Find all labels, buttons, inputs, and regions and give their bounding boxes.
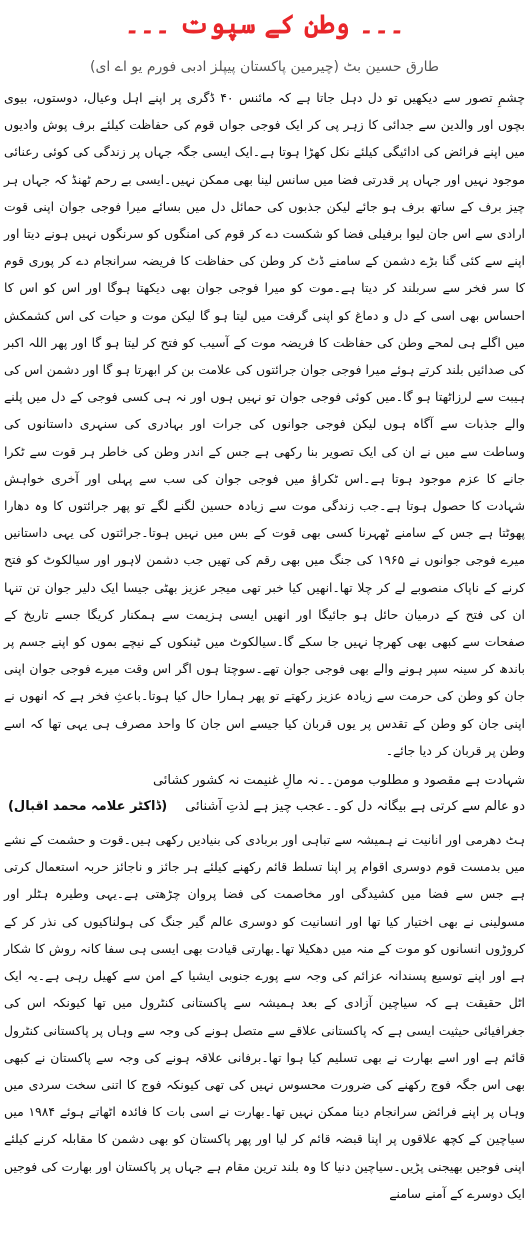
poetry-verse-block <box>4 768 525 820</box>
poetry-verse-2-row <box>4 794 525 820</box>
poetry-attribution: (ڈاکٹر علامہ محمد اقبال) <box>7 799 168 815</box>
article-paragraph-2: ہٹ دھرمی اور انانیت نے ہمیشہ سے تباہی اور بربادی کی بنیادیں رکھی ہیں۔قوت و حشمت کے نشے میں بدمست قوم دوسری اقوام پر اپنا تسلط قائم رکھنے کیلئے ہر جائز و ناجائز حربہ استعمال کرتی ہے جس سے فضا میں کشیدگی اور مخاصمت کی فضا پروان چڑھتی ہے۔یہی وطیرہ ہٹلر اور مسولینی نے بھی اختیار کیا تھا اور انسانیت کو دوسری عالم گیر جنگ کی ہولناکیوں کی نذر کر کے کروڑوں انسانوں کو موت کے منہ میں دھکیلا تھا۔بھارتی قیادت بھی ایسی ہی سفا کانہ روش کا شکار ہے اور اپنے توسیع پسندانہ عزائم کی وجہ سے پورے جنوبی ایشیا کے امن سے کھیل رہی ہے۔یہ ایک اٹل حقیقت ہے کہ سیاچین آزادی کے بعد ہمیشہ سے پاکستانی کنٹرول میں تھا کیونکہ اس کی جغرافیائی حیثیت ایسی ہے کہ پاکستانی علاقے سے متصل ہونے کی وجہ سے وہاں پر پاکستانی کنٹرول قائم ہے اور اسے بھارت نے بھی تسلیم کیا ہوا تھا۔برفانی علاقہ ہونے کی وجہ سے پاکستان نے کبھی بھی اس جگہ فوج رکھنے کی ضرورت محسوس نہیں کی تھی کیونکہ فوج کا اتنی سخت سردی میں وہاں پر اپنے فرائض سرانجام دینا ممکن نہیں تھا۔بھارت نے اسی بات کا فائدہ اٹھاتے ہوئے ۱۹۸۴ میں سیاچین کے کچھ علاقوں پر اپنا قبضہ قائم کر لیا اور پھر پاکستان کو بھی دشمن کا مقابلہ کرنے کیلئے اپنی فوجیں بھیجنی پڑیں۔سیاچین دنیا کا وہ بلند ترین مقام ہے جہاں پر پاکستان اور بھارت کی فوجیں ایک دوسرے کے آمنے سامنے <box>4 832 526 1201</box>
article-paragraph-1: چشمِ تصور سے دیکھیں تو دل دہل جاتا ہے کہ مائنس ۴۰ ڈگری پر اپنے اہل وعیال، دوستوں، بیوی بچوں اور والدین سے جدائی کا زہر پی کر ایک فوجی جواں قوم کی حفاظت کیلئے برف پوش وادیوں میں اپنے فرائض کی ادائیگی کیلئے نکل کھڑا ہوتا ہے۔ایک ایسی جگہ جہاں پر زندگی کی کوئی رعنائی موجود نہیں اور جہاں پر قدرتی فضا میں سانس لینا بھی ممکن نہیں۔ایسی بے رحم ٹھنڈ کہ جہاں ہر چیز برف کے ساتھ برف ہو جائے لیکن جذبوں کی حمائل دل میں بسائے میرا فوجی جوان اپنی قوت ارادی سے اس جان لیوا برفیلی فضا کو شکست دے کر قوم کی امنگوں کو سرنگوں نہیں ہونے دیتا اور اپنے سے کئی گنا بڑے دشمن کے سامنے ڈٹ کر وطن کی حفاظت کا فریضہ سرانجام دے کر پوری قوم کا سر فخر سے سربلند کر دیتا ہے۔موت کو میرا فوجی جوان بھی دیکھتا ہوگا اور اس کو اس کا احساس بھی اسی کے دل و دماغ کو اپنی گرفت میں لیتا ہو گا لیکن موت و حیات کی اس کشمکش میں اگلے ہی لمحے وطن کی حفاظت کا فریضہ موت کے آسیب کو فتح کر لیتا ہو گا اور پھر اللہ اکبر کی صدائیں بلند کرتے ہوئے میرا فوجی جوان جرائتوں کی علامت بن کر ابھرتا ہو گا اور دشمن اس کی ہیبت سے لرزاٹھتا ہو گا۔میں کوئی فوجی جوان تو نہیں ہوں اور نہ ہی کسی فوجی کے دل میں پلنے والے جذبات سے آگاہ ہوں لیکن فوجی جوانوں کی جرات اور بہادری کی سنہری داستانوں کی وساطت سے میں نے ان کی ایک تصویر بنا رکھی ہے جس کے اندر وطن کی خاطر ہر قوت سے ٹکرا جانے کا عزم موجود ہوتا ہے۔اس ٹکراؤ میں فوجی جوان کی سب سے پہلی اور آخری خواہش شہادت کا حصول ہوتا ہے۔جب زندگی موت سے زیادہ حسین لگنے لگے تو پھر جرائتوں کا وہ دھارا پھوٹتا ہے جس کے سامنے ٹھہرنا کسی بھی قوت کے بس میں نہیں ہوتا۔جرائتوں کی یہی داستانیں میرے فوجی جوانوں نے ۱۹۶۵ کی جنگ میں بھی رقم کی تھیں جب دشمن لاہور اور سیالکوٹ کو فتح کرنے کے ناپاک منصوبے لے کر چلا تھا۔انھیں کیا خبر تھی میجر عزیز بھٹی جیسا ایک دلیر جوان تن تنہا ان کی فتح کے درمیان حائل ہو جائیگا اور انھیں ایسی ہزیمت سے ہمکنار کریگا جسے تاریخ کے صفحات سے کبھی بھی کھرچا نہیں جا سکے گا۔سیالکوٹ میں ٹینکوں کے نیچے بموں کو اپنے جسم پر باندھ کر سینہ سپر ہونے والے بھی فوجی جوان تھے۔سوچتا ہوں اگر اس وقت میرے فوجی جوان اپنی جان کو وطن کی حرمت سے زیادہ عزیز رکھتے تو پھر ہمارا حال کیا ہوتا۔باعثِ فخر ہے کہ انھوں نے اپنی جان کو وطن کے تقدس پر یوں قربان کیا جیسے اس جان کا واحد مصرف ہی یہی تھا کہ اسے وطن پر قربان کر دیا جائے۔ <box>4 90 526 758</box>
article-byline: طارق حسین بٹ (چیرمین پاکستان پیپلز ادبی فورم یو اے ای) <box>89 59 439 75</box>
poetry-verse-2: دو عالم سے کرتی ہے بیگانہ دل کو۔۔عجب چیز ہے لذتِ آشنائی <box>185 799 525 815</box>
article-title: ۔۔۔ وطن کے سپوت ۔۔۔ <box>124 10 405 40</box>
poetry-verse-1: شہادت ہے مقصود و مطلوب مومن۔۔نہ مالِ غنیمت نہ کشور کشائی <box>152 773 525 789</box>
